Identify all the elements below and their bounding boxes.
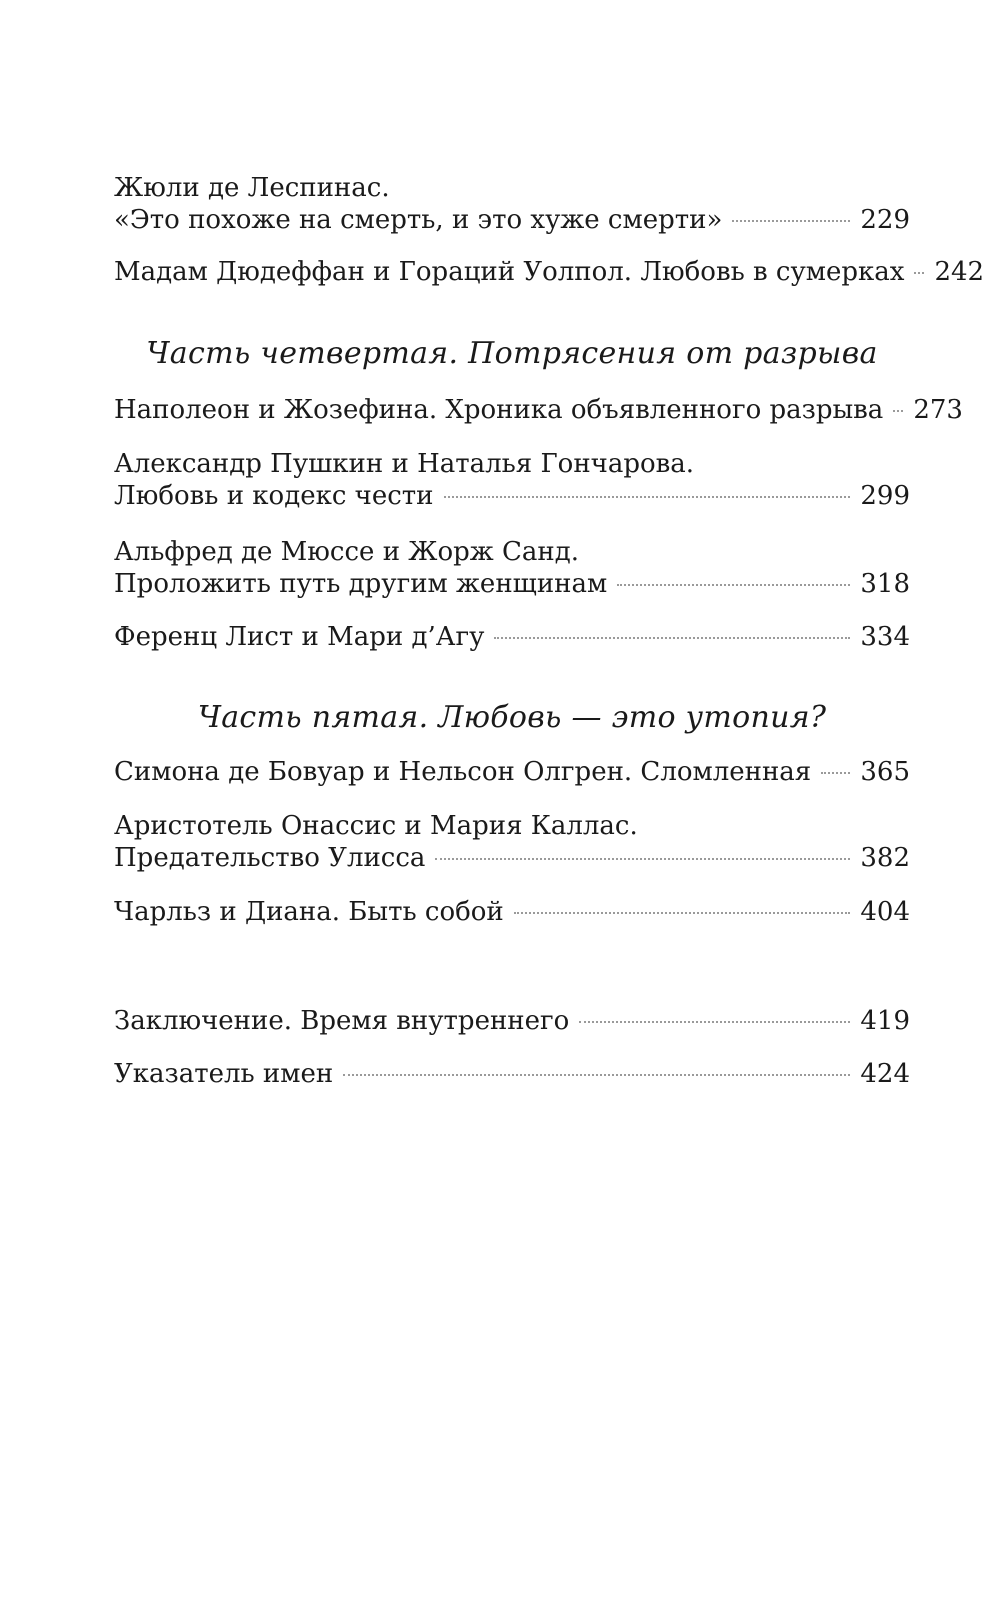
dot-leader xyxy=(514,911,851,914)
toc-entry-title: Предательство Улисса xyxy=(114,843,426,873)
toc-entry-row xyxy=(114,480,910,512)
toc-entry-dudeffand[interactable] xyxy=(114,256,985,288)
toc-entry-page: 404 xyxy=(860,897,910,927)
dot-leader xyxy=(732,219,850,222)
toc-entry-title: Заключение. Время внутреннего xyxy=(114,1006,570,1036)
dot-leader xyxy=(914,271,924,274)
toc-entry-page: 273 xyxy=(913,395,963,425)
dot-leader xyxy=(343,1073,850,1076)
toc-entry-title: «Это похоже на смерть, и это хуже смерти» xyxy=(114,205,723,235)
toc-entry-musset[interactable] xyxy=(114,536,910,600)
table-of-contents xyxy=(114,0,985,1600)
toc-entry-row xyxy=(114,756,910,788)
part-heading-four: Часть четвертая. Потрясения от разрыва xyxy=(146,336,878,371)
toc-entry-row xyxy=(114,204,910,236)
dot-leader xyxy=(617,583,850,586)
toc-entry-line1: Альфред де Мюссе и Жорж Санд. xyxy=(114,537,579,567)
toc-entry-onassis[interactable] xyxy=(114,810,910,874)
toc-entry-page: 229 xyxy=(860,205,910,235)
toc-entry-title: Симона де Бовуар и Нельсон Олгрен. Сломленная xyxy=(114,757,812,787)
toc-entry-page: 424 xyxy=(860,1059,910,1089)
dot-leader xyxy=(435,857,850,860)
toc-entry-beauvoir[interactable] xyxy=(114,756,910,788)
toc-entry-row xyxy=(114,1058,910,1090)
toc-entry-page: 382 xyxy=(860,843,910,873)
toc-entry-row xyxy=(114,842,910,874)
toc-entry-line1: Александр Пушкин и Наталья Гончарова. xyxy=(114,449,695,479)
toc-entry-title: Наполеон и Жозефина. Хроника объявленного разрыва xyxy=(114,395,884,425)
toc-entry-napoleon[interactable] xyxy=(114,394,963,426)
dot-leader xyxy=(579,1020,850,1023)
toc-entry-page: 334 xyxy=(860,622,910,652)
toc-entry-page: 419 xyxy=(860,1006,910,1036)
toc-entry-index[interactable] xyxy=(114,1058,910,1090)
toc-entry-title: Мадам Дюдеффан и Гораций Уолпол. Любовь в сумерках xyxy=(114,257,905,287)
toc-entry-page: 318 xyxy=(860,569,910,599)
toc-entry-pushkin[interactable] xyxy=(114,448,910,512)
toc-entry-title: Проложить путь другим женщинам xyxy=(114,569,608,599)
toc-entry-line1: Аристотель Онассис и Мария Каллас. xyxy=(114,811,638,841)
part-heading-five: Часть пятая. Любовь — это утопия? xyxy=(197,700,827,735)
toc-entry-row xyxy=(114,621,910,653)
toc-entry-title: Чарльз и Диана. Быть собой xyxy=(114,897,504,927)
toc-entry-line1: Жюли де Леспинас. xyxy=(114,173,390,203)
toc-entry-row xyxy=(114,568,910,600)
toc-entry-liszt[interactable] xyxy=(114,621,910,653)
toc-entry-row xyxy=(114,394,963,426)
toc-entry-conclusion[interactable] xyxy=(114,1005,910,1037)
toc-entry-page: 242 xyxy=(934,257,985,287)
toc-entry-title: Ференц Лист и Мари д’Агу xyxy=(114,622,485,652)
toc-entry-title: Указатель имен xyxy=(114,1059,334,1089)
toc-entry-lespinasse[interactable] xyxy=(114,172,910,236)
toc-entry-row xyxy=(114,256,985,288)
dot-leader xyxy=(821,771,850,774)
toc-entry-page: 299 xyxy=(860,481,910,511)
toc-entry-row xyxy=(114,896,910,928)
toc-entry-title: Любовь и кодекс чести xyxy=(114,481,434,511)
dot-leader xyxy=(494,636,850,639)
toc-entry-page: 365 xyxy=(860,757,910,787)
toc-entry-row xyxy=(114,1005,910,1037)
dot-leader xyxy=(444,495,851,498)
dot-leader xyxy=(893,409,903,412)
toc-entry-charles-diana[interactable] xyxy=(114,896,910,928)
